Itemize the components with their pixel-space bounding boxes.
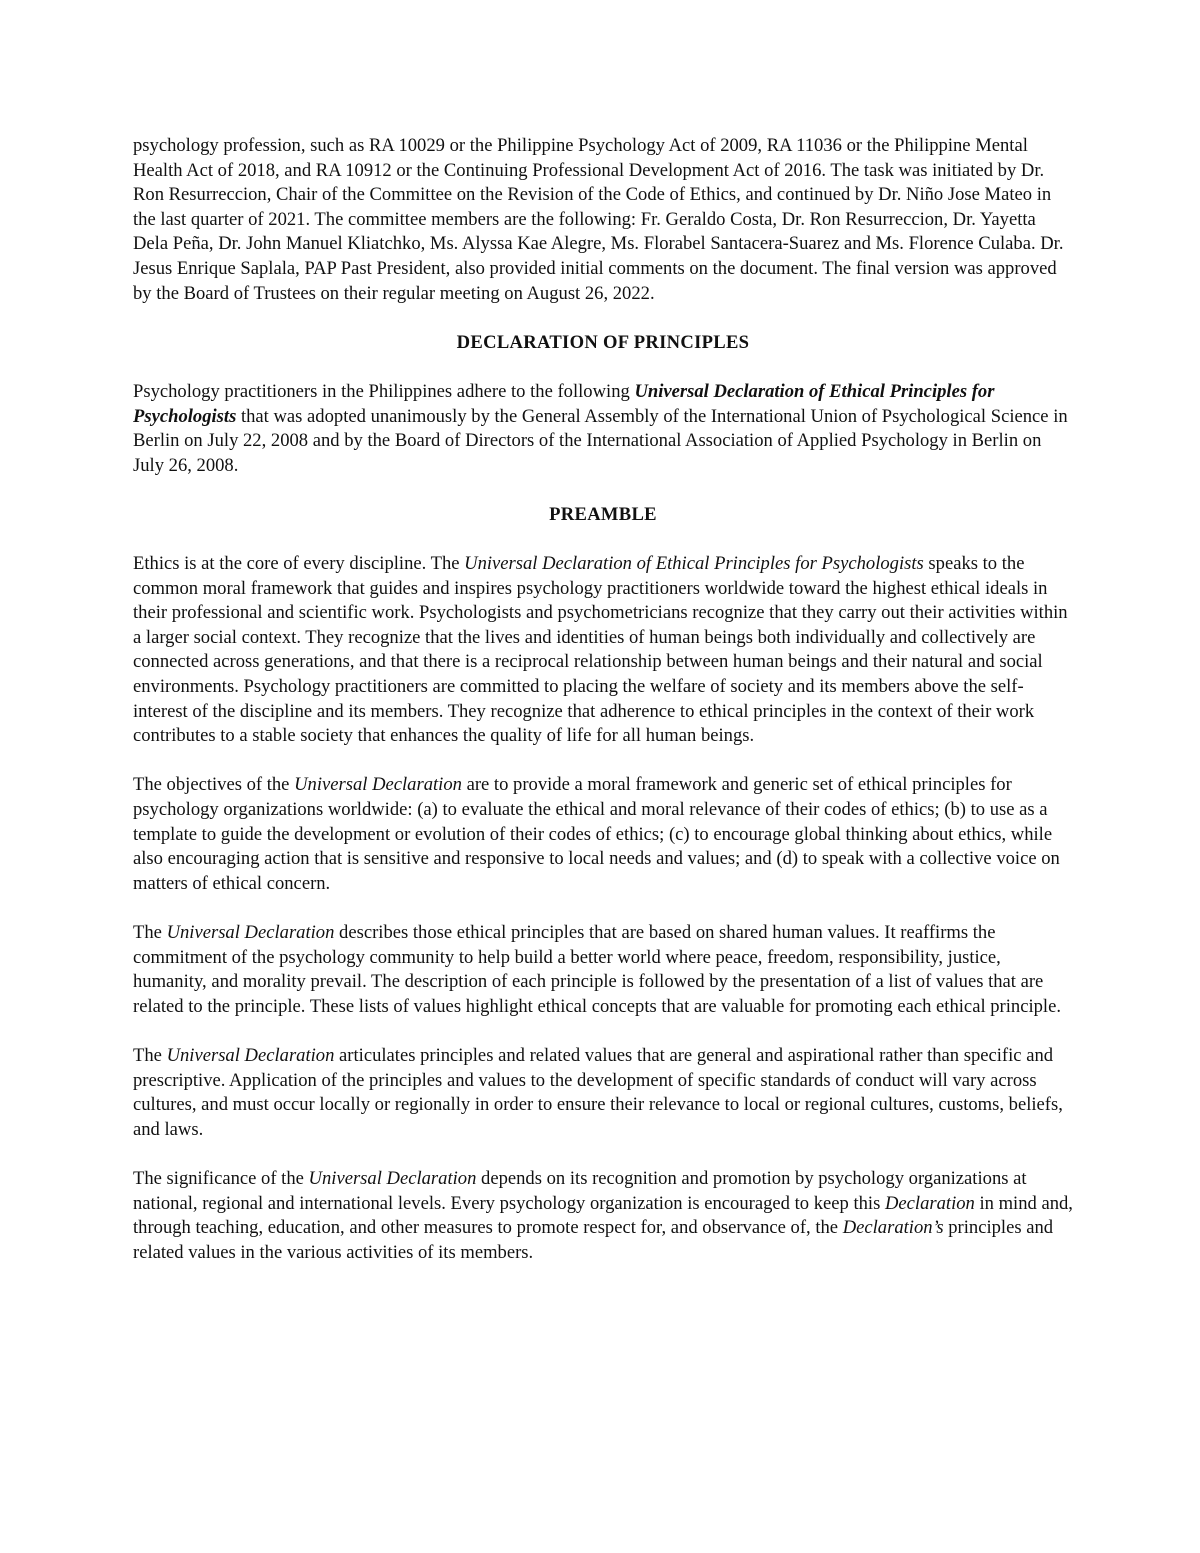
preamble-p2-text-b: are to provide a moral framework and generic set of ethical principles for psychology organizations worldwide: (a) to evaluate the ethical and moral relevance of their codes of ethics; (b) to use as a template to guide the development or evolution of their codes of ethics; (c) to encourage global thinking about ethics, while also encouraging action that is sensitive and responsive to local needs and values; and (d) to speak with a collective voice on matters of ethical concern. — [133, 774, 1060, 894]
preamble-p1-title: Universal Declaration of Ethical Principles for Psychologists — [464, 553, 924, 575]
preamble-p2-em: Universal Declaration — [294, 774, 462, 796]
preamble-p1-text-b: speaks to the common moral framework that guides and inspires psychology practitioners worldwide toward the highest ethical ideals in their professional and scientific work. Psychologists and psychometricians recognize that they carry out their activities within a larger social context. They recognize that the lives and identities of human beings both individually and collectively are connected across generations, and that there is a reciprocal relationship between human beings and their natural and social environments. Psychology practitioners are committed to placing the welfare of society and its members above the self-interest of the discipline and its members. They recognize that adherence to ethical principles in the context of their work contributes to a stable society that enhances the quality of life for all human beings. — [133, 553, 1068, 747]
declaration-paragraph — [133, 380, 1073, 478]
preamble-p1-text-a: Ethics is at the core of every discipline. The — [133, 553, 465, 575]
document-page — [133, 134, 1073, 1290]
preamble-p2-text-a: The objectives of the — [133, 774, 295, 796]
preamble-paragraph-5 — [133, 1167, 1073, 1265]
preamble-p5-text-a: The significance of the — [133, 1167, 309, 1189]
preamble-p3-text-a: The — [133, 922, 167, 943]
declaration-heading: DECLARATION OF PRINCIPLES — [456, 331, 750, 353]
preamble-paragraph-4 — [133, 1044, 1073, 1142]
preamble-p4-text-b: articulates principles and related values that are general and aspirational rather than specific and prescriptive. Application of the principles and values to the development of specific standards of conduct will vary across cultures, and must occur locally or regionally in order to ensure their relevance to local or regional cultures, customs, beliefs, and laws. — [133, 1044, 1063, 1140]
preamble-p5-em-3: Declaration’s — [842, 1217, 944, 1239]
declaration-text-b: that was adopted unanimously by the General Assembly of the International Union of Psychological Science in Berlin on July 22, 2008 and by the Board of Directors of the International Association of Applied Psychology in Berlin on July 26, 2008. — [133, 405, 1068, 476]
preamble-p5-text-b: depends on its recognition and promotion by psychology organizations at national, regional and international levels. Every psychology organization is encouraged to keep this — [133, 1167, 1027, 1214]
preamble-p5-em-1: Universal Declaration — [308, 1167, 477, 1189]
preamble-p5-text-d: principles and related values in the various activities of its members. — [133, 1217, 1054, 1263]
preamble-paragraph-3 — [133, 921, 1073, 1019]
preamble-heading: PREAMBLE — [549, 503, 657, 525]
declaration-text-a: Psychology practitioners in the Philippines adhere to the following — [133, 380, 635, 402]
preamble-p5-text-c: in mind and, through teaching, education, and other measures to promote respect for, and observance of, the — [133, 1192, 1073, 1239]
declaration-title: Universal Declaration of Ethical Principles for Psychologists — [133, 380, 995, 427]
preamble-p4-text-a: The — [133, 1044, 167, 1066]
intro-paragraph: psychology profession, such as RA 10029 or the Philippine Psychology Act of 2009, RA 11036 or the Philippine Mental Health Act of 2018, and RA 10912 or the Continuing Professional Development Act of 2016. The task was initiated by Dr. Ron Resurreccion, Chair of the Committee on the Revision of the Code of Ethics, and continued by Dr. Niño Jose Mateo in the last quarter of 2021. The committee members are the following: Fr. Geraldo Costa, Dr. Ron Resurreccion, Dr. Yayetta Dela Peña, Dr. John Manuel Kliatchko, Ms. Alyssa Kae Alegre, Ms. Florabel Santacera-Suarez and Ms. Florence Culaba. Dr. Jesus Enrique Saplala, PAP Past President, also provided initial comments on the document. The final version was approved by the Board of Trustees on their regular meeting on August 26, 2022. — [133, 135, 1064, 304]
preamble-paragraph-1 — [133, 552, 1073, 749]
preamble-paragraph-2 — [133, 773, 1073, 896]
preamble-p5-em-2: Declaration — [884, 1192, 975, 1214]
preamble-p3-text-b: describes those ethical principles that are based on shared human values. It reaffirms the commitment of the psychology community to help build a better world where peace, freedom, responsibility, justice, humanity, and morality prevail. The description of each principle is followed by the presentation of a list of values that are related to the principle. These lists of values highlight ethical concepts that are valuable for promoting each ethical principle. — [133, 922, 1061, 1017]
preamble-p4-em: Universal Declaration — [166, 1044, 335, 1066]
preamble-p3-em: Universal Declaration — [166, 922, 335, 943]
